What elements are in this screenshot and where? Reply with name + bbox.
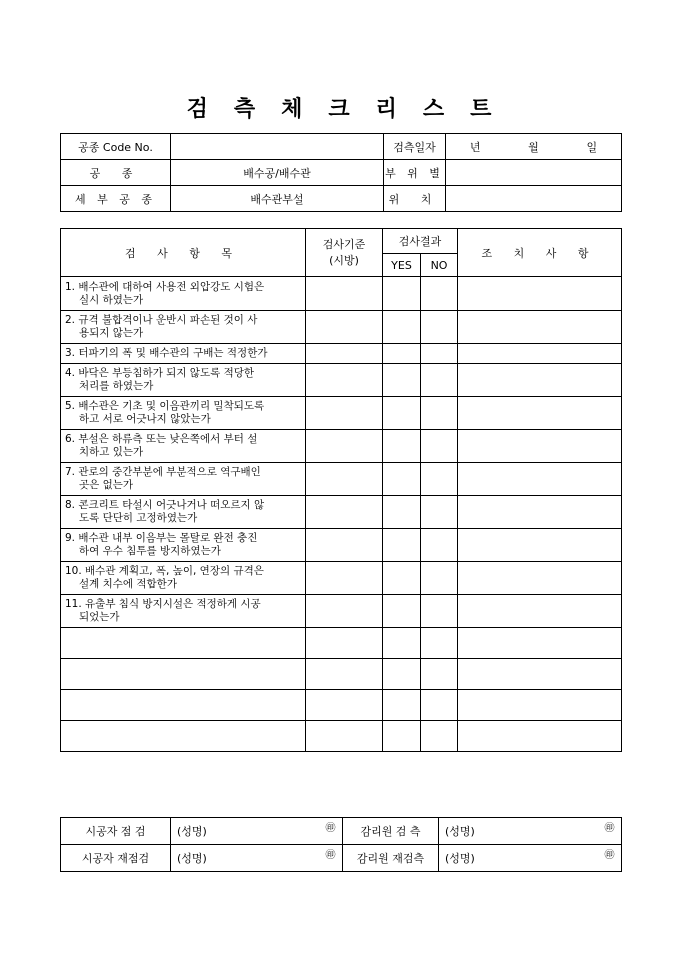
yes-cell[interactable]: [383, 277, 421, 311]
col-standard-sub: (시방): [329, 253, 359, 267]
action-cell[interactable]: [458, 529, 622, 562]
col-standard-label: 검사기준: [322, 237, 366, 251]
item-cell[interactable]: [61, 721, 306, 752]
col-no-header: NO: [421, 254, 458, 277]
title-char: 체: [281, 96, 305, 122]
col-yes-header: YES: [383, 254, 421, 277]
contractor-recheck-label: 시공자 재점검: [61, 845, 171, 872]
no-cell[interactable]: [421, 430, 458, 463]
supervisor-recheck-sign[interactable]: [439, 845, 622, 872]
supervisor-check-label: 감리원 검 측: [343, 818, 439, 845]
standard-cell[interactable]: [306, 397, 383, 430]
checklist-item: [61, 277, 306, 311]
sub-work-type-label: 세 부 공 종: [61, 186, 171, 212]
checklist-item-text-cont: 하여 우수 침투를 방지하였는가: [79, 545, 221, 557]
part-label: 부 위 별: [384, 160, 446, 186]
action-cell[interactable]: [458, 628, 622, 659]
checklist-item: [61, 430, 306, 463]
name-label: (성명): [445, 825, 475, 838]
standard-cell[interactable]: [306, 659, 383, 690]
checklist-item-text: 9. 배수관 내부 이음부는 몰탈로 완전 충진: [65, 532, 258, 544]
header-info-table: [60, 133, 622, 212]
yes-cell[interactable]: [383, 529, 421, 562]
standard-cell[interactable]: [306, 721, 383, 752]
title-char: 트: [470, 96, 494, 122]
month-label: 월: [528, 140, 539, 154]
item-cell[interactable]: [61, 690, 306, 721]
yes-cell[interactable]: [383, 397, 421, 430]
yes-cell[interactable]: [383, 721, 421, 752]
standard-cell[interactable]: [306, 344, 383, 364]
item-cell[interactable]: [61, 628, 306, 659]
checklist-item-text: 5. 배수관은 기초 및 이음관끼리 밀착되도록: [65, 400, 265, 412]
yes-cell[interactable]: [383, 562, 421, 595]
contractor-check-label: 시공자 점 검: [61, 818, 171, 845]
contractor-recheck-sign[interactable]: [171, 845, 343, 872]
code-value[interactable]: [171, 134, 384, 160]
checklist-item: [61, 562, 306, 595]
checklist-item: [61, 595, 306, 628]
checklist-row: [61, 397, 622, 430]
inspection-date-value[interactable]: [446, 134, 622, 160]
checklist-item: [61, 529, 306, 562]
action-cell[interactable]: [458, 463, 622, 496]
col-items-header: 검 사 항 목: [61, 229, 306, 277]
yes-cell[interactable]: [383, 344, 421, 364]
action-cell[interactable]: [458, 397, 622, 430]
yes-cell[interactable]: [383, 496, 421, 529]
checklist-item: [61, 311, 306, 344]
title-char: 리: [375, 96, 399, 122]
no-cell[interactable]: [421, 721, 458, 752]
yes-cell[interactable]: [383, 364, 421, 397]
yes-cell[interactable]: [383, 595, 421, 628]
checklist-item-text: 10. 배수관 계획고, 폭, 높이, 연장의 규격은: [65, 565, 264, 577]
name-label: (성명): [177, 825, 207, 838]
action-cell[interactable]: [458, 311, 622, 344]
title-char: 크: [328, 96, 352, 122]
col-action-header: 조 치 사 항: [458, 229, 622, 277]
no-cell[interactable]: [421, 277, 458, 311]
checklist-table: [60, 228, 622, 752]
title-char: 측: [233, 96, 258, 122]
yes-cell[interactable]: [383, 628, 421, 659]
standard-cell[interactable]: [306, 562, 383, 595]
yes-cell[interactable]: [383, 430, 421, 463]
no-cell[interactable]: [421, 344, 458, 364]
title-char: 스: [422, 96, 447, 122]
checklist-row: [61, 595, 622, 628]
no-cell[interactable]: [421, 397, 458, 430]
action-cell[interactable]: [458, 721, 622, 752]
checklist-item-text-cont: 용되지 않는가: [79, 327, 144, 339]
action-cell[interactable]: [458, 595, 622, 628]
action-cell[interactable]: [458, 277, 622, 311]
checklist-row: [61, 311, 622, 344]
checklist-item-text-cont: 하고 서로 어긋나지 않았는가: [79, 413, 211, 425]
item-cell[interactable]: [61, 659, 306, 690]
standard-cell[interactable]: [306, 430, 383, 463]
empty-row: [61, 690, 622, 721]
checklist-item-text-cont: 처리를 하였는가: [79, 380, 154, 392]
seal-icon: ㊞: [604, 823, 615, 834]
checklist-row: [61, 364, 622, 397]
standard-cell[interactable]: [306, 364, 383, 397]
action-cell[interactable]: [458, 344, 622, 364]
checklist-item-text-cont: 곳은 없는가: [79, 479, 134, 491]
checklist-row: [61, 562, 622, 595]
no-cell[interactable]: [421, 364, 458, 397]
yes-cell[interactable]: [383, 690, 421, 721]
checklist-item: [61, 397, 306, 430]
title-char: 검: [186, 96, 210, 122]
no-cell[interactable]: [421, 659, 458, 690]
work-type-label: 공 종: [61, 160, 171, 186]
checklist-item-text: 7. 관로의 중간부분에 부분적으로 역구배인: [65, 466, 261, 478]
action-cell[interactable]: [458, 430, 622, 463]
empty-row: [61, 721, 622, 752]
checklist-row: [61, 430, 622, 463]
code-label: 공종 Code No.: [61, 134, 171, 160]
action-cell[interactable]: [458, 659, 622, 690]
checklist-item-text-cont: 실시 하였는가: [79, 293, 144, 306]
location-value[interactable]: [446, 186, 622, 212]
no-cell[interactable]: [421, 311, 458, 344]
no-cell[interactable]: [421, 595, 458, 628]
year-label: 년: [469, 140, 481, 154]
standard-cell[interactable]: [306, 496, 383, 529]
checklist-row: [61, 344, 622, 364]
checklist-item-text: 1. 배수관에 대하여 사용전 외압강도 시험은: [65, 280, 265, 293]
page-title: [0, 92, 680, 123]
empty-row: [61, 659, 622, 690]
supervisor-recheck-label: 감리원 재검측: [343, 845, 439, 872]
supervisor-check-sign[interactable]: [439, 818, 622, 845]
standard-cell[interactable]: [306, 628, 383, 659]
inspection-date-label: 검측일자: [384, 134, 446, 160]
yes-cell[interactable]: [383, 659, 421, 690]
no-cell[interactable]: [421, 562, 458, 595]
no-cell[interactable]: [421, 463, 458, 496]
signature-table: [60, 817, 622, 872]
checklist-item-text-cont: 설계 치수에 적합한가: [79, 578, 177, 590]
checklist-item-text-cont: 치하고 있는가: [79, 446, 144, 458]
action-cell[interactable]: [458, 364, 622, 397]
seal-icon: ㊞: [604, 850, 615, 861]
checklist-item-text: 11. 유출부 침식 방지시설은 적정하게 시공: [65, 598, 261, 610]
action-cell[interactable]: [458, 690, 622, 721]
checklist-row: [61, 463, 622, 496]
no-cell[interactable]: [421, 496, 458, 529]
standard-cell[interactable]: [306, 311, 383, 344]
yes-cell[interactable]: [383, 463, 421, 496]
standard-cell[interactable]: [306, 529, 383, 562]
no-cell[interactable]: [421, 628, 458, 659]
no-cell[interactable]: [421, 529, 458, 562]
standard-cell[interactable]: [306, 690, 383, 721]
seal-icon: ㊞: [325, 823, 336, 834]
sub-work-type-value[interactable]: 배수관부설: [171, 186, 384, 212]
checklist-row: [61, 277, 622, 311]
name-label: (성명): [177, 852, 207, 865]
day-label: 일: [586, 140, 598, 154]
yes-cell[interactable]: [383, 311, 421, 344]
name-label: (성명): [445, 852, 475, 865]
action-cell[interactable]: [458, 496, 622, 529]
checklist-item: [61, 496, 306, 529]
work-type-value[interactable]: 배수공/배수관: [171, 160, 384, 186]
no-cell[interactable]: [421, 690, 458, 721]
checklist-item-text-cont: 도록 단단히 고정하였는가: [79, 512, 198, 524]
checklist-item: [61, 364, 306, 397]
part-value[interactable]: [446, 160, 622, 186]
standard-cell[interactable]: [306, 595, 383, 628]
empty-row: [61, 628, 622, 659]
checklist-item-text: 6. 부설은 하류측 또는 낮은쪽에서 부터 설: [65, 433, 258, 445]
checklist-item-text: 2. 규격 불합격이나 운반시 파손된 것이 사: [65, 314, 258, 326]
checklist-item-text-cont: 되었는가: [79, 611, 120, 623]
checklist-item-text: 3. 터파기의 폭 및 배수관의 구배는 적정한가: [65, 347, 268, 359]
checklist-item-text: 4. 바닥은 부등침하가 되지 않도록 적당한: [65, 367, 254, 379]
checklist-item: [61, 463, 306, 496]
contractor-check-sign[interactable]: [171, 818, 343, 845]
checklist-item-text: 8. 콘크리트 타설시 어긋나거나 떠오르지 않: [65, 499, 265, 511]
location-label: 위 치: [384, 186, 446, 212]
standard-cell[interactable]: [306, 277, 383, 311]
col-result-header: 검사결과: [383, 229, 458, 254]
checklist-row: [61, 529, 622, 562]
standard-cell[interactable]: [306, 463, 383, 496]
action-cell[interactable]: [458, 562, 622, 595]
checklist-item: [61, 344, 306, 364]
seal-icon: ㊞: [325, 850, 336, 861]
col-standard-header: [306, 229, 383, 277]
checklist-row: [61, 496, 622, 529]
